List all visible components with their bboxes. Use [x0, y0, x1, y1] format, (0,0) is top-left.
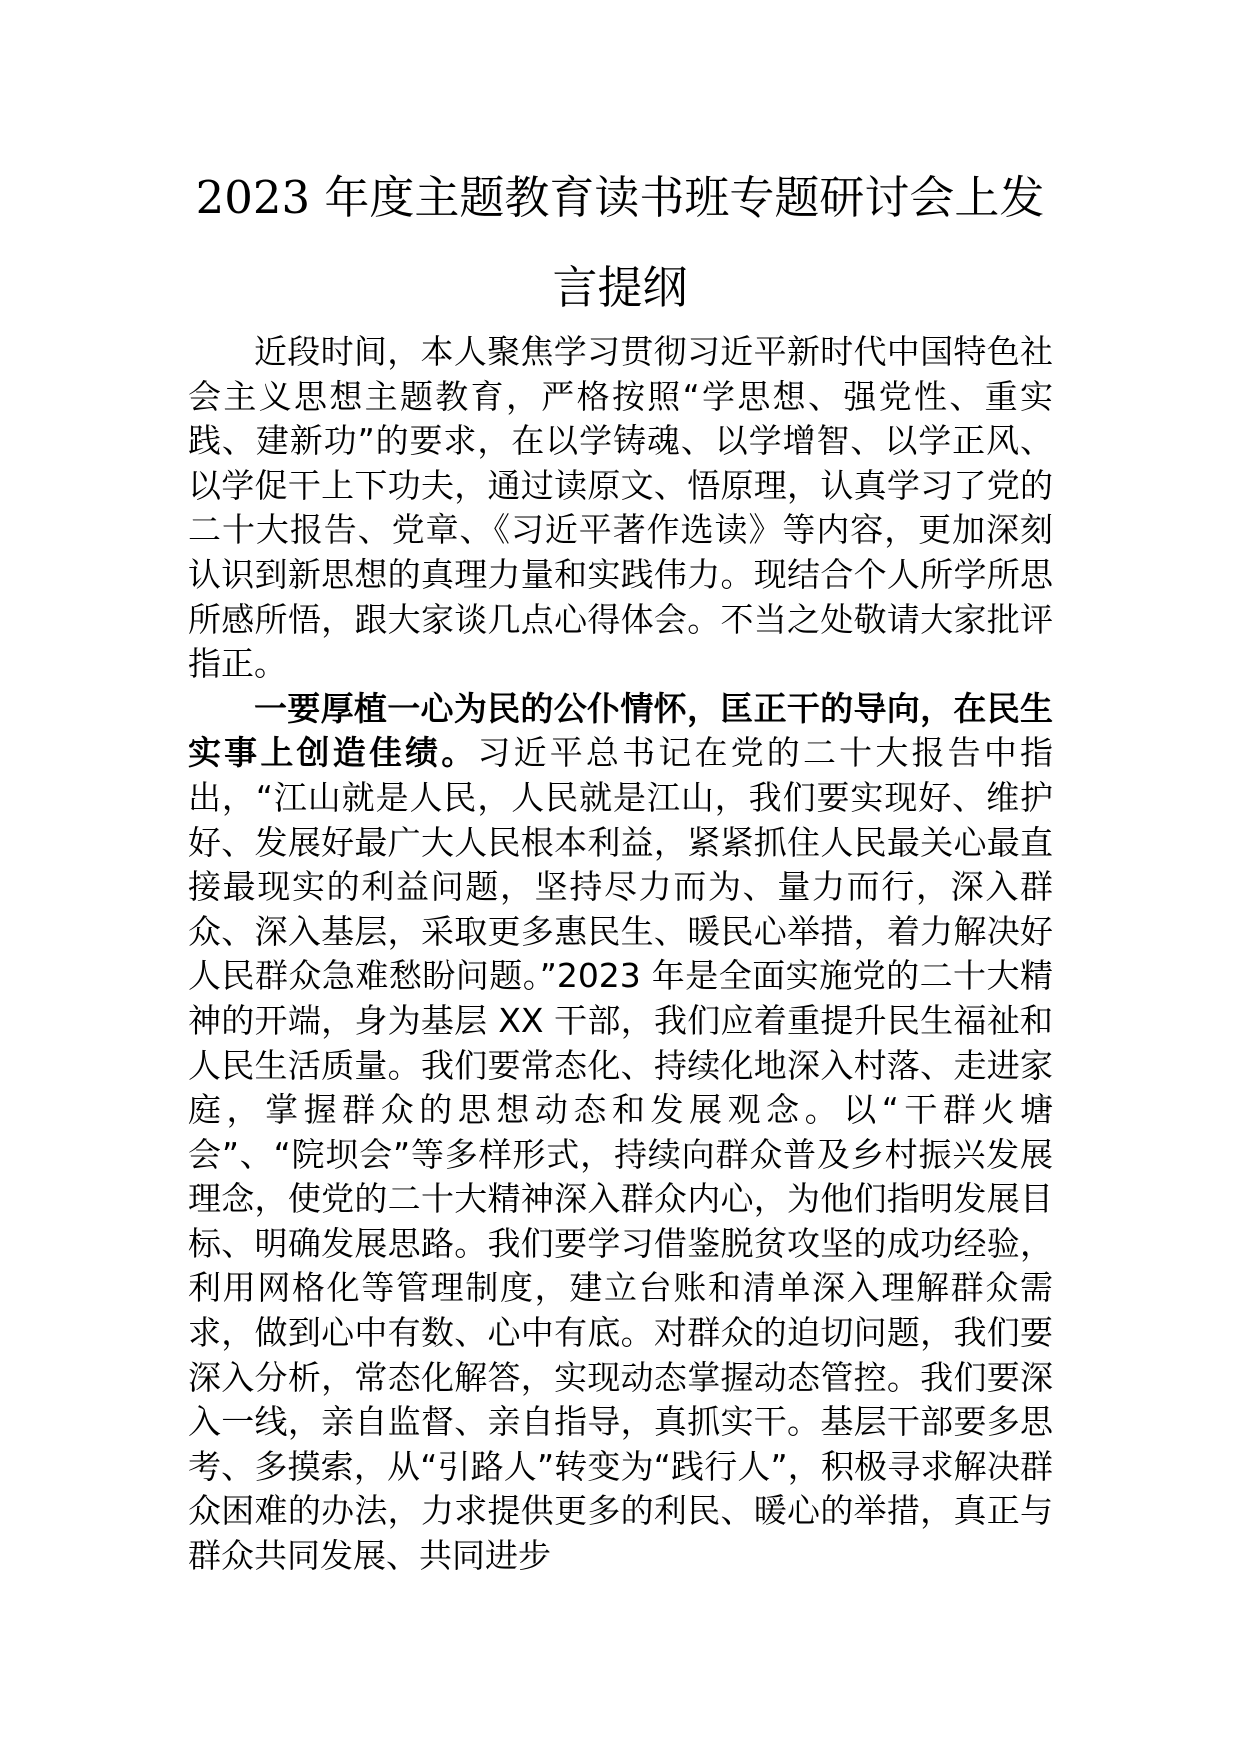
paragraph-point-one-body: 习近平总书记在党的二十大报告中指出，“江山就是人民，人民就是江山，我们要实现好、维护好、发展好最广大人民根本利益，紧紧抓住人民最关心最直接最现实的利益问题，坚持尽力而为、量力而行，深入群众、深入基层，采取更多惠民生、暖民心举措，着力解决好人民群众急难愁盼问题。”2023 年是全面实施党的二十大精神的开端，身为基层 XX 干部，我们应着重提升民生福祉和人民生活质量。我们要常态化、持续化地深入村落、走进家庭，掌握群众的思想动态和发展观念。以“干群火塘会”、“院坝会”等多样形式，持续向群众普及乡村振兴发展理念，使党的二十大精神深入群众内心，为他们指明发展目标、明确发展思路。我们要学习借鉴脱贫攻坚的成功经验，利用网格化等管理制度，建立台账和清单深入理解群众需求，做到心中有数、心中有底。对群众的迫切问题，我们要深入分析，常态化解答，实现动态掌握动态管控。我们要深入一线，亲自监督、亲自指导，真抓实干。基层干部要多思考、多摸索，从“引路人”转变为“践行人”，积极寻求解决群众困难的办法，力求提供更多的利民、暖心的举措，真正与群众共同发展、共同进步 — [188, 733, 1054, 1576]
paragraph-point-one-heading: 一要厚植一心为民的公仆情怀，匡正干的导向，在民生实事上创造佳绩。 — [188, 688, 1053, 773]
paragraph-point-one — [188, 687, 1053, 1579]
document-body — [188, 330, 1053, 1579]
document-title-line-1: 2023 年度主题教育读书班专题研讨会上发 — [195, 171, 1045, 224]
document-title-line-2: 言提纲 — [552, 261, 688, 314]
paragraph-intro: 近段时间，本人聚焦学习贯彻习近平新时代中国特色社会主义思想主题教育，严格按照“学思想、强党性、重实践、建新功”的要求，在以学铸魂、以学增智、以学正风、以学促干上下功夫，通过读原文、悟原理，认真学习了党的二十大报告、党章、《习近平著作选读》等内容，更加深刻认识到新思想的真理力量和实践伟力。现结合个人所学所思所感所悟，跟大家谈几点心得体会。不当之处敬请大家批评指正。 — [188, 332, 1053, 684]
